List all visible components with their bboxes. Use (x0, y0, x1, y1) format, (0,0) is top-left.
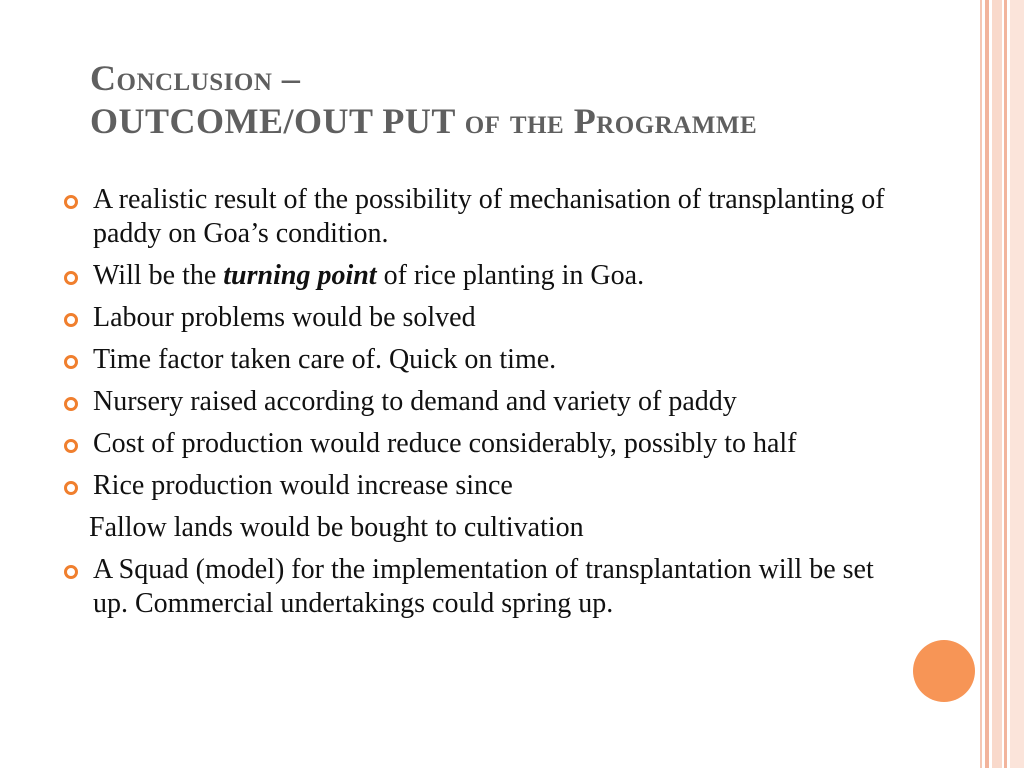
title-line-2 (90, 98, 950, 144)
title-programme: of the Programme (464, 101, 758, 141)
list-item-text: Labour problems would be solved (93, 302, 476, 333)
title-outcome: OUTCOME/OUT PUT (90, 101, 456, 141)
bullet-icon (64, 397, 78, 411)
list-item-text: A realistic result of the possibility of mechanisation of transplanting of paddy on Goa’s condition. (93, 184, 885, 249)
border-stripe (985, 0, 989, 768)
border-stripe (980, 0, 982, 768)
border-stripe (1010, 0, 1024, 768)
list-item (62, 343, 902, 377)
list-item (62, 259, 902, 293)
bullet-list (62, 183, 902, 629)
list-item (62, 553, 902, 621)
bullet-icon (64, 439, 78, 453)
bullet-icon (64, 271, 78, 285)
list-item-text: Rice production would increase since (93, 470, 513, 501)
list-item-text: Nursery raised according to demand and variety of paddy (93, 386, 737, 417)
accent-circle (913, 640, 975, 702)
bullet-icon (64, 355, 78, 369)
border-stripe (992, 0, 1002, 768)
bullet-icon (64, 481, 78, 495)
bullet-icon (64, 195, 78, 209)
list-item-text: Cost of production would reduce considerably, possibly to half (93, 428, 797, 459)
slide-title (90, 58, 950, 144)
list-item (62, 427, 902, 461)
continuation-line: Fallow lands would be bought to cultivation (89, 512, 584, 543)
list-item-text-before: Will be the (93, 260, 224, 291)
list-item (62, 301, 902, 335)
title-line-1: Conclusion – (90, 58, 301, 98)
list-item-text: Time factor taken care of. Quick on time. (93, 344, 557, 375)
list-item (62, 385, 902, 419)
list-item-text: A Squad (model) for the implementation of transplantation will be set up. Commercial undertakings could spring up. (93, 554, 874, 619)
bullet-icon (64, 313, 78, 327)
bullet-icon (64, 565, 78, 579)
turning-point-emphasis: turning point (223, 260, 377, 291)
list-item (62, 469, 902, 503)
border-stripe (1004, 0, 1007, 768)
list-item-text-after: of rice planting in Goa. (376, 260, 645, 291)
list-item (62, 183, 902, 251)
